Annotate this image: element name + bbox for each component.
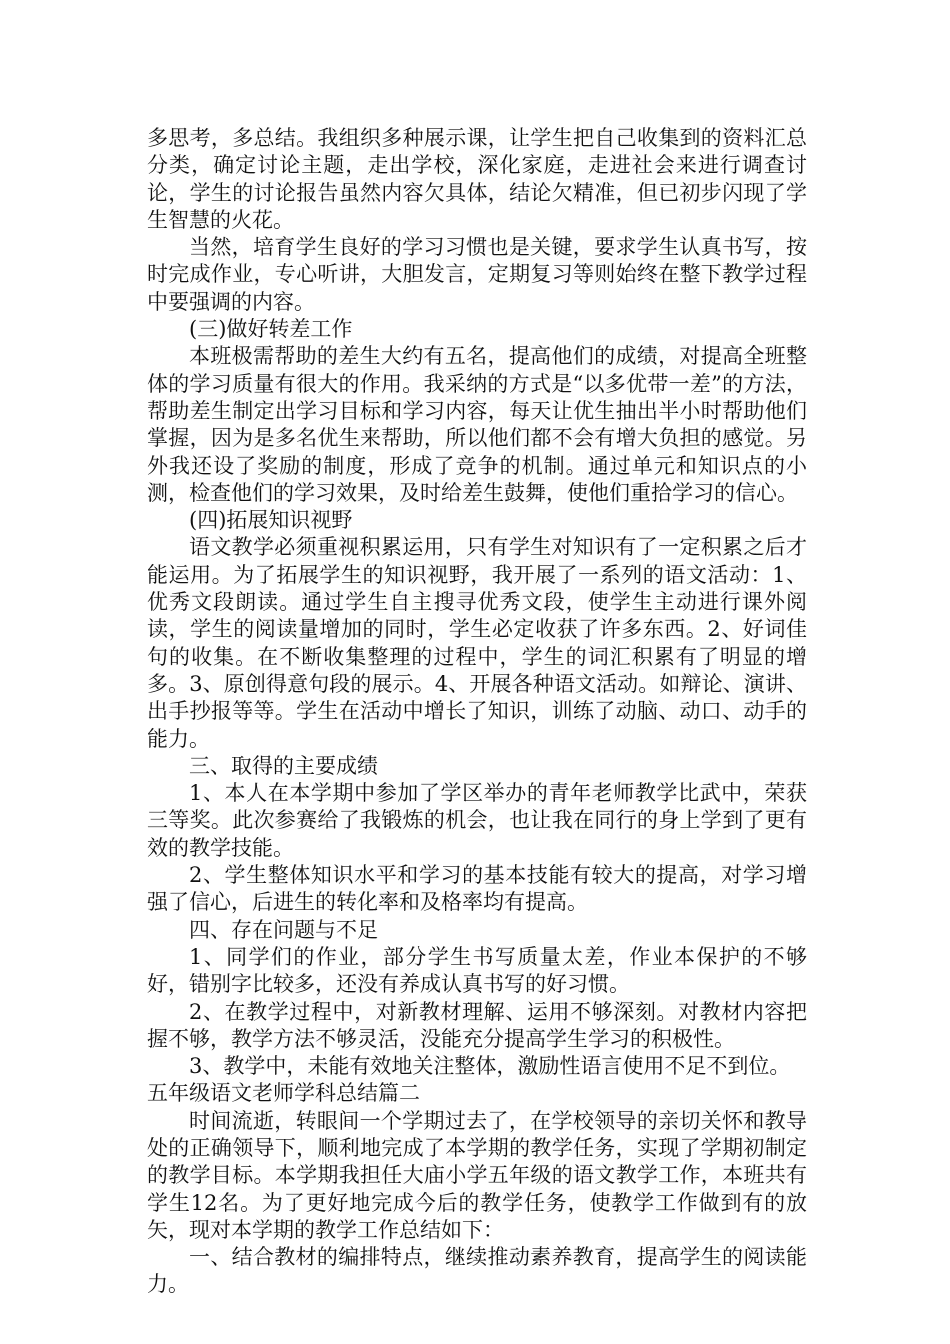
document-page — [147, 125, 807, 1299]
paragraph-continued: 多思考，多总结。我组织多种展示课，让学生把自己收集到的资料汇总分类，确定讨论主题，走出学校，深化家庭，走进社会来进行调查讨论，学生的讨论报告虽然内容欠具体，结论欠精准，但已初步闪现了学生智慧的火花。 — [147, 126, 807, 232]
section-heading-achievements: 三、取得的主要成绩 — [189, 753, 378, 778]
paragraph-achievement-1: 1、本人在本学期中参加了学区举办的青年老师教学比武中，荣获三等奖。此次参赛给了我锻炼的机会，也让我在同行的身上学到了更有效的教学技能。 — [147, 781, 807, 860]
section-heading-problems: 四、存在问题与不足 — [189, 917, 378, 942]
paragraph-problem-3: 3、教学中，未能有效地关注整体，激励性语言使用不足不到位。 — [189, 1054, 791, 1079]
paragraph-helping-students: 本班极需帮助的差生大约有五名，提高他们的成绩，对提高全班整体的学习质量有很大的作用。我采纳的方式是“以多优带一差”的方法，帮助差生制定出学习目标和学习内容，每天让优生抽出半小时帮助他们掌握，因为是多名优生来帮助，所以他们都不会有增大负担的感觉。另外我还设了奖励的制度，形成了竞争的机制。通过单元和知识点的小测，检查他们的学习效果，及时给差生鼓舞，使他们重拾学习的信心。 — [147, 344, 807, 505]
paragraph-intro-part-two: 时间流逝，转眼间一个学期过去了，在学校领导的亲切关怀和教导处的正确领导下，顺利地完成了本学期的教学任务，实现了学期初制定的教学目标。本学期我担任大庙小学五年级的语文教学工作，本班共有学生12名。为了更好地完成今后的教学任务，使教学工作做到有的放矢，现对本学期的教学工作总结如下： — [147, 1108, 807, 1242]
section-heading-3: (三)做好转差工作 — [189, 317, 353, 342]
paragraph-problem-2: 2、在教学过程中，对新教材理解、运用不够深刻。对教材内容把握不够，教学方法不够灵活，没能充分提高学生学习的积极性。 — [147, 999, 807, 1051]
paragraph-study-habits: 当然，培育学生良好的学习习惯也是关键，要求学生认真书写，按时完成作业，专心听讲，大胆发言，定期复习等则始终在整下教学过程中要强调的内容。 — [147, 235, 807, 314]
paragraph-section-one: 一、结合教材的编排特点，继续推动素养教育，提高学生的阅读能力。 — [147, 1245, 807, 1297]
article-title-part-two: 五年级语文老师学科总结篇二 — [147, 1081, 420, 1106]
paragraph-knowledge: 语文教学必须重视积累运用，只有学生对知识有了一定积累之后才能运用。为了拓展学生的知识视野，我开展了一系列的语文活动：1、优秀文段朗读。通过学生自主搜寻优秀文段，使学生主动进行课外阅读，学生的阅读量增加的同时，学生必定收获了许多东西。2、好词佳句的收集。在不断收集整理的过程中，学生的词汇积累有了明显的增多。3、原创得意句段的展示。4、开展各种语文活动。如辩论、演讲、出手抄报等等。学生在活动中增长了知识，训练了动脑、动口、动手的能力。 — [147, 535, 807, 751]
paragraph-problem-1: 1、同学们的作业，部分学生书写质量太差，作业本保护的不够好，错别字比较多，还没有养成认真书写的好习惯。 — [147, 944, 807, 997]
paragraph-achievement-2: 2、学生整体知识水平和学习的基本技能有较大的提高，对学习增强了信心，后进生的转化率和及格率均有提高。 — [147, 863, 807, 915]
section-heading-4: (四)拓展知识视野 — [189, 508, 353, 533]
